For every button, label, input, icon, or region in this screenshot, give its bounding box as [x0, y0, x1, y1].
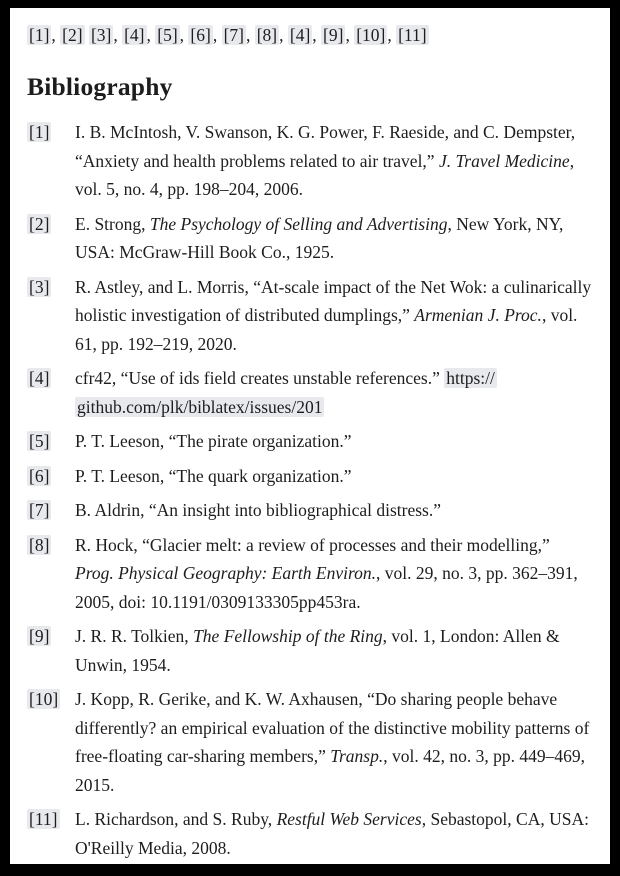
- citation-link[interactable]: [3]: [90, 25, 112, 45]
- entry-label[interactable]: [7]: [29, 500, 50, 520]
- entry-label-cell: [27, 531, 51, 560]
- bibliography-entry: [27, 531, 592, 617]
- entry-text: P. T. Leeson, “The quark organization.”: [75, 465, 352, 486]
- entry-text: I. B. McIntosh, V. Swanson, K. G. Power, F. Raeside, and C. Dempster, “Anxiety and health problems related to air travel,” J. Travel Medicine, vol. 5, no. 4, pp. 198–204, 2006.: [75, 122, 576, 199]
- entry-label-cell: [27, 622, 51, 651]
- citation-link[interactable]: [4]: [289, 25, 311, 45]
- entry-label[interactable]: [1]: [29, 122, 50, 142]
- entry-text: R. Astley, and L. Morris, “At-scale impact of the Net Wok: a culinarically holistic investigation of distributed dumplings,” Armenian J. Proc., vol. 61, pp. 192–219, 2020.: [75, 276, 592, 354]
- page-title: Bibliography: [27, 72, 173, 101]
- citation-link[interactable]: [9]: [323, 25, 344, 45]
- entry-url-link[interactable]: https://github.com/plk/biblatex/issues/201: [77, 368, 495, 417]
- entry-label-cell: [27, 805, 60, 834]
- entry-text: J. R. R. Tolkien, The Fellowship of the Ring, vol. 1, London: Allen & Unwin, 1954.: [75, 626, 560, 675]
- entry-label[interactable]: [3]: [29, 276, 50, 297]
- entry-label[interactable]: [8]: [29, 534, 50, 555]
- bibliography-entry: [27, 496, 592, 525]
- entry-label[interactable]: [5]: [29, 431, 50, 451]
- citation-link[interactable]: [7]: [223, 25, 244, 45]
- bibliography-entry: [27, 427, 592, 456]
- citation-link[interactable]: [5]: [157, 25, 178, 45]
- entry-text: L. Richardson, and S. Ruby, Restful Web Services, Sebastopol, CA, USA: O'Reilly Media, 2008.: [75, 809, 589, 858]
- entry-label[interactable]: [4]: [29, 368, 50, 388]
- entry-label-cell: [27, 118, 51, 147]
- citation-link[interactable]: [8]: [256, 25, 278, 45]
- citation-link[interactable]: [6]: [190, 25, 211, 45]
- entry-label[interactable]: [6]: [29, 465, 50, 486]
- entry-label-cell: [27, 210, 51, 239]
- entry-label-cell: [27, 496, 51, 525]
- citation-link[interactable]: [1]: [29, 25, 50, 45]
- bibliography-entry: [27, 210, 592, 267]
- entry-text: cfr42, “Use of ids field creates unstable references.” https://github.com/plk/biblatex/issues/201: [75, 368, 495, 417]
- citation-link[interactable]: [10]: [356, 25, 386, 45]
- bibliography-entry: [27, 805, 592, 862]
- citation-link[interactable]: [2]: [62, 25, 83, 45]
- entry-label[interactable]: [2]: [29, 213, 50, 234]
- citation-link[interactable]: [4]: [124, 25, 145, 45]
- bibliography-entry: [27, 118, 592, 204]
- entry-text: E. Strong, The Psychology of Selling and Advertising, New York, NY, USA: McGraw-Hill Book Co., 1925.: [75, 213, 564, 262]
- entry-label-cell: [27, 427, 51, 456]
- document-page: [10, 8, 610, 864]
- bibliography-entry: [27, 364, 592, 421]
- bibliography-entry: [27, 273, 592, 359]
- entry-label[interactable]: [9]: [29, 626, 50, 646]
- bibliography-list: [27, 118, 592, 862]
- bibliography-entry: [27, 462, 592, 491]
- entry-text: J. Kopp, R. Gerike, and K. W. Axhausen, “Do sharing people behave differently? an empirical evaluation of the distinctive mobility patterns of free-floating car-sharing members,” Transp., vol. 42, no. 3, pp. 449–469, 2015.: [75, 689, 590, 795]
- citation-link[interactable]: [11]: [398, 25, 427, 45]
- citation-line: [1] , [2] [3] , [4] , [5] , [6] , [7] , [8] , [4] , [9] , [10] , [11]: [29, 25, 427, 45]
- entry-text: R. Hock, “Glacier melt: a review of processes and their modelling,” Prog. Physical Geography: Earth Environ., vol. 29, no. 3, pp. 362–391, 2005, doi: 10.1191/0309133305pp453ra.: [75, 534, 578, 612]
- entry-text: B. Aldrin, “An insight into bibliographical distress.”: [75, 500, 442, 520]
- entry-label[interactable]: [11]: [29, 809, 58, 829]
- entry-label-cell: [27, 685, 60, 714]
- entry-label-cell: [27, 462, 51, 491]
- entry-label[interactable]: [10]: [29, 689, 59, 709]
- bibliography-entry: [27, 685, 592, 799]
- bibliography-entry: [27, 622, 592, 679]
- entry-label-cell: [27, 273, 51, 302]
- entry-text: P. T. Leeson, “The pirate organization.”: [75, 431, 352, 451]
- entry-label-cell: [27, 364, 51, 393]
